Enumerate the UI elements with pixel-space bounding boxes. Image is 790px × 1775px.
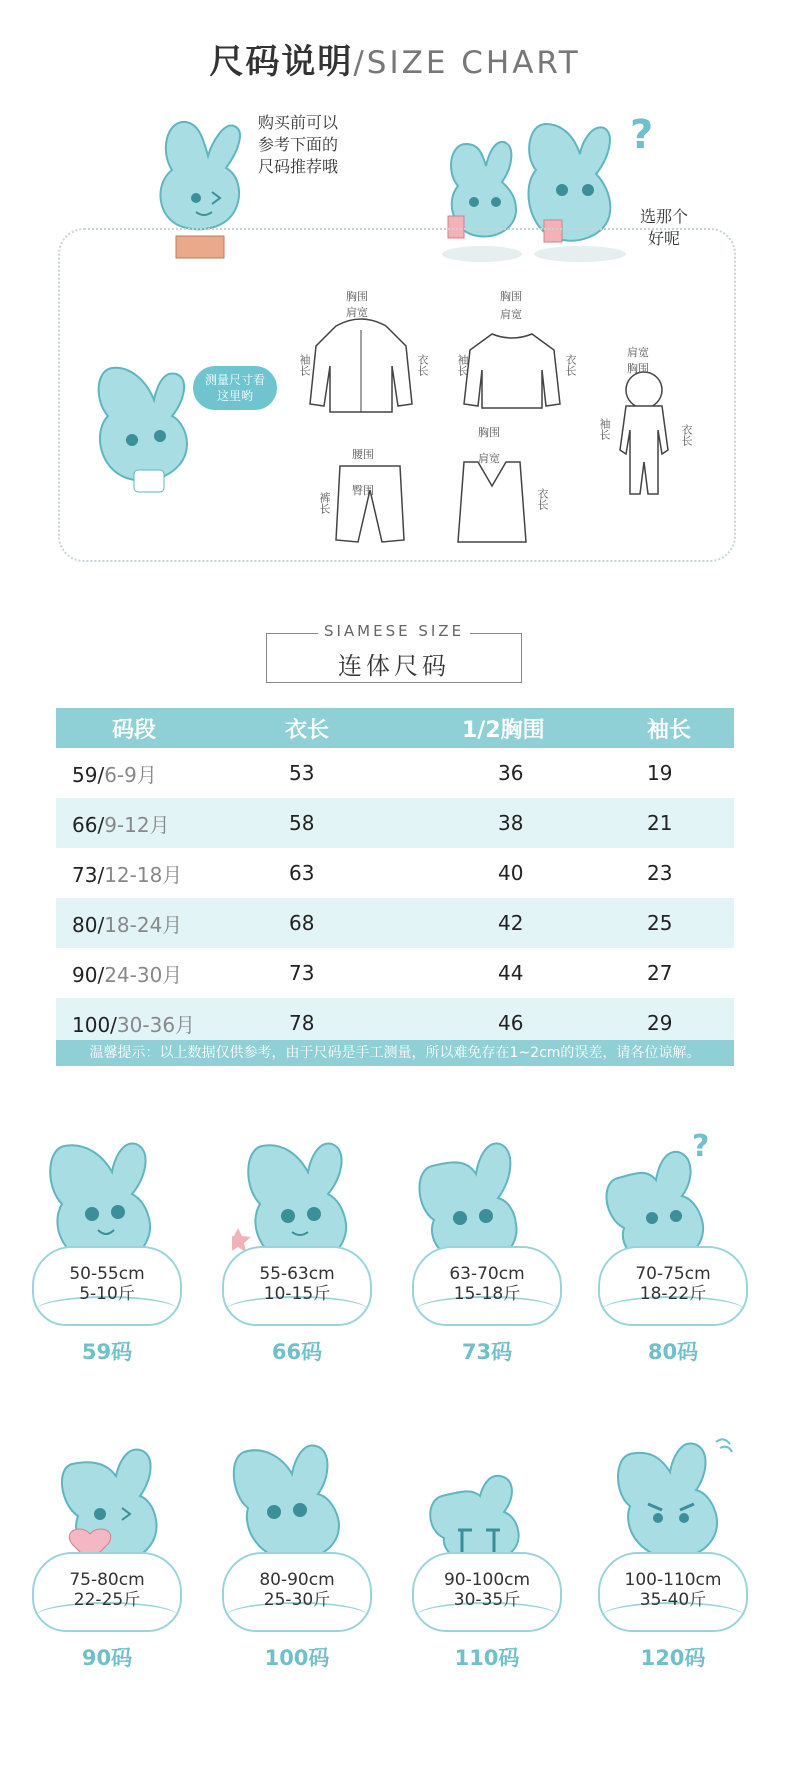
size-card xyxy=(32,1128,182,1368)
sweater-icon xyxy=(462,330,562,412)
sweater-shoulder-label: 肩宽 xyxy=(500,308,522,321)
height-range: 80-90cm xyxy=(259,1570,335,1590)
size-card xyxy=(412,1128,562,1368)
size-table xyxy=(56,708,734,1048)
weight-range: 10-15斤 xyxy=(263,1284,331,1304)
height-range: 100-110cm xyxy=(624,1570,722,1590)
age-value: 30-36月 xyxy=(116,1012,196,1037)
siamese-zh: 连体尺码 xyxy=(338,652,450,680)
size-value: 73/ xyxy=(72,862,105,887)
size-code: 120码 xyxy=(640,1646,706,1670)
title-zh: 尺码说明 xyxy=(209,42,354,82)
page-title xyxy=(0,34,790,83)
age-value: 12-18月 xyxy=(104,862,183,887)
size-code: 80码 xyxy=(647,1340,699,1364)
size-card xyxy=(598,1128,748,1368)
cell-sleeve: 29 xyxy=(623,998,734,1048)
weight-range: 25-30斤 xyxy=(263,1590,331,1610)
tip-right-line: 选那个 xyxy=(640,207,689,226)
pants-waist-label: 腰围 xyxy=(352,448,374,461)
age-value: 18-24月 xyxy=(104,912,183,937)
height-range: 55-63cm xyxy=(259,1264,335,1284)
age-value: 24-30月 xyxy=(104,962,183,987)
cell-length: 73 xyxy=(289,961,315,985)
title-en: /SIZE CHART xyxy=(353,45,581,81)
weight-range: 30-35斤 xyxy=(453,1590,521,1610)
size-value: 59/ xyxy=(72,762,105,787)
size-code: 59码 xyxy=(81,1340,133,1364)
sweater-chest-label: 胸围 xyxy=(500,290,522,303)
romper-chest-label: 胸围 xyxy=(627,362,649,375)
weight-range: 18-22斤 xyxy=(639,1284,707,1304)
size-code: 66码 xyxy=(271,1340,323,1364)
table-row xyxy=(56,948,734,998)
height-range: 63-70cm xyxy=(449,1264,525,1284)
range-label xyxy=(32,1570,182,1610)
svg-text:?: ? xyxy=(692,1129,710,1164)
height-range: 70-75cm xyxy=(635,1264,711,1284)
table-header-row xyxy=(56,708,734,748)
mascot-measure-icon xyxy=(90,360,200,510)
height-range: 50-55cm xyxy=(69,1264,145,1284)
size-code: 73码 xyxy=(461,1340,513,1364)
size-card xyxy=(412,1434,562,1674)
size-value: 66/ xyxy=(72,812,105,837)
pants-icon xyxy=(330,460,410,546)
vest-chest-label: 胸围 xyxy=(478,426,500,439)
range-label xyxy=(412,1264,562,1304)
cell-sleeve: 23 xyxy=(647,861,673,885)
table-row xyxy=(56,848,734,898)
cell-size xyxy=(56,948,263,998)
cell-size xyxy=(56,748,263,798)
romper-shoulder-label: 肩宽 xyxy=(627,346,649,359)
jacket-icon xyxy=(306,316,416,416)
height-range: 75-80cm xyxy=(69,1570,145,1590)
cell-size xyxy=(56,898,263,948)
pants-hip-label: 臀围 xyxy=(352,484,374,497)
cell-length: 78 xyxy=(263,998,440,1048)
siamese-en: SIAMESE SIZE xyxy=(318,622,470,640)
size-value: 100/ xyxy=(72,1012,117,1037)
header-size: 码段 xyxy=(56,708,263,748)
table-row xyxy=(56,898,734,948)
size-code: 110码 xyxy=(454,1646,520,1670)
jacket-sleeve-label: 袖长 xyxy=(298,354,311,376)
range-label xyxy=(222,1264,372,1304)
speech-line: 这里哟 xyxy=(216,389,253,403)
cell-length: 53 xyxy=(289,761,315,785)
range-label xyxy=(222,1570,372,1610)
size-card xyxy=(222,1128,372,1368)
jacket-length-label: 衣长 xyxy=(416,354,429,376)
cell-chest: 44 xyxy=(498,961,524,985)
tip-left-line: 购买前可以 xyxy=(258,113,339,132)
cell-chest: 38 xyxy=(440,798,623,848)
question-mark-icon: ? xyxy=(630,112,654,158)
cell-chest: 36 xyxy=(498,761,524,785)
header-chest: 1/2胸围 xyxy=(440,708,623,748)
range-label xyxy=(598,1570,748,1610)
cell-chest: 46 xyxy=(440,998,623,1048)
speech-bubble xyxy=(193,366,277,410)
jacket-shoulder-label: 肩宽 xyxy=(346,306,368,319)
range-label xyxy=(412,1570,562,1610)
size-value: 90/ xyxy=(72,962,105,987)
warm-tip-banner: 温馨提示：以上数据仅供参考，由于尺码是手工测量，所以难免存在1~2cm的误差，请各位谅解。 xyxy=(56,1040,734,1066)
range-label xyxy=(32,1264,182,1304)
size-card xyxy=(222,1434,372,1674)
vest-length-label: 衣长 xyxy=(536,488,549,510)
vest-shoulder-label: 肩宽 xyxy=(478,452,500,465)
cell-sleeve: 25 xyxy=(623,898,734,948)
size-card xyxy=(32,1434,182,1674)
size-card xyxy=(598,1434,748,1674)
cell-length: 63 xyxy=(289,861,315,885)
weight-range: 15-18斤 xyxy=(453,1284,521,1304)
size-code: 100码 xyxy=(264,1646,330,1670)
table-row xyxy=(56,798,734,848)
cell-size xyxy=(56,798,263,848)
romper-length-label: 衣长 xyxy=(680,424,693,446)
weight-range: 22-25斤 xyxy=(73,1590,141,1610)
cell-length: 68 xyxy=(263,898,440,948)
tip-right-line: 好呢 xyxy=(648,229,681,248)
age-value: 6-9月 xyxy=(104,762,157,787)
table-row xyxy=(56,748,734,798)
romper-icon xyxy=(612,370,676,500)
speech-line: 测量尺寸看 xyxy=(204,373,265,387)
cell-chest: 40 xyxy=(498,861,524,885)
weight-range: 35-40斤 xyxy=(639,1590,707,1610)
pants-length-label: 裤长 xyxy=(318,492,331,514)
tip-left-line: 尺码推荐哦 xyxy=(258,157,339,176)
cell-sleeve: 27 xyxy=(647,961,673,985)
romper-sleeve-label: 袖长 xyxy=(598,418,611,440)
tip-left-line: 参考下面的 xyxy=(258,135,339,154)
jacket-chest-label: 胸围 xyxy=(346,290,368,303)
vest-icon xyxy=(452,456,532,548)
sweater-sleeve-label: 袖长 xyxy=(456,354,469,376)
weight-range: 5-10斤 xyxy=(79,1284,135,1304)
cell-size xyxy=(56,848,263,898)
header-length: 衣长 xyxy=(263,708,440,748)
header-sleeve: 袖长 xyxy=(623,708,734,748)
age-value: 9-12月 xyxy=(104,812,170,837)
size-value: 80/ xyxy=(72,912,105,937)
range-label xyxy=(598,1264,748,1304)
cell-chest: 42 xyxy=(440,898,623,948)
tip-left xyxy=(258,112,338,178)
sweater-length-label: 衣长 xyxy=(564,354,577,376)
cell-sleeve: 19 xyxy=(647,761,673,785)
cell-sleeve: 21 xyxy=(623,798,734,848)
height-range: 90-100cm xyxy=(443,1570,531,1590)
size-code: 90码 xyxy=(81,1646,133,1670)
cell-length: 58 xyxy=(263,798,440,848)
